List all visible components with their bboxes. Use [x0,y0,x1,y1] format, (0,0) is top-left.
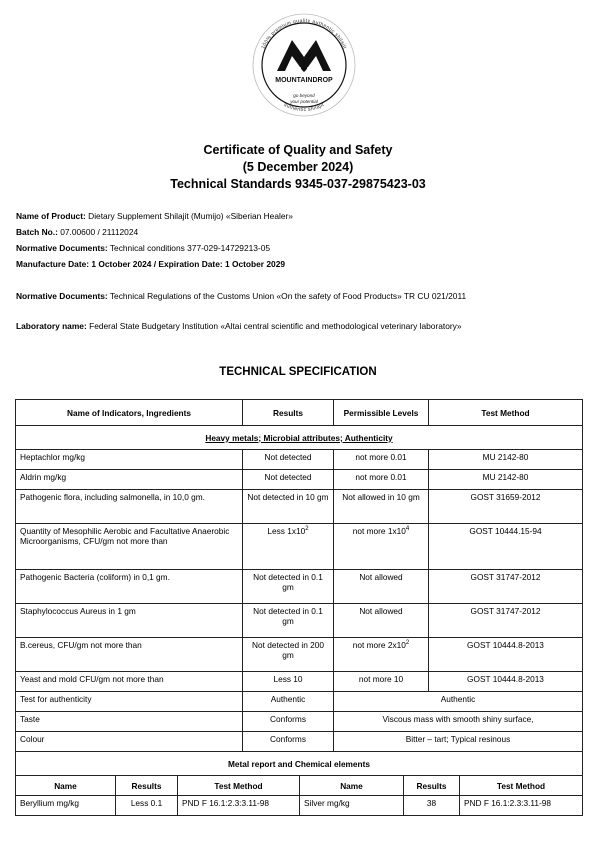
row-result: Authentic [243,692,334,712]
row-level: not more 0.01 [334,470,429,490]
section-row [16,752,583,776]
row-value: Bitter – tart; Typical resinous [334,732,583,752]
header-levels: Permissible Levels [334,400,429,426]
section-1-title: Heavy metals; Microbial attributes; Authenticity [205,432,393,443]
row-value: Authentic [334,692,583,712]
metal-method: PND F 16.1:2.3:3.11-98 [460,796,583,816]
laboratory-label: Laboratory name: [16,321,87,331]
table-row [16,672,583,692]
table-row [16,604,583,638]
normative-docs-label: Normative Documents: [16,243,108,253]
logo-slogan-2: your potential [290,99,318,104]
row-name: Quantity of Mesophilic Aerobic and Facultative Anaerobic Microorganisms, CFU/gm not more than [16,524,243,570]
row-name: Colour [16,732,243,752]
laboratory-line [16,318,462,334]
row-method: GOST 31747-2012 [429,604,583,638]
batch-label: Batch No.: [16,227,58,237]
row-method: GOST 10444.15-94 [429,524,583,570]
row-name: Aldrin mg/kg [16,470,243,490]
row-result: Not detected in 200 gm [243,638,334,672]
row-name: Pathogenic flora, including salmonella, in 10,0 gm. [16,490,243,524]
certificate-title-block [0,142,596,193]
header-method: Test Method [429,400,583,426]
metal-header-results: Results [404,776,460,796]
table-row [16,490,583,524]
dates-line [16,256,293,272]
header-results: Results [243,400,334,426]
metal-name: Silver mg/kg [300,796,404,816]
normative-docs-2-label: Normative Documents: [16,291,108,301]
section-row [16,426,583,450]
metal-name: Beryllium mg/kg [16,796,116,816]
metal-header-row [16,776,583,796]
certificate-title: Certificate of Quality and Safety [203,143,393,157]
normative-docs-2-value: Technical Regulations of the Customs Union «On the safety of Food Products» TR CU 021/2011 [107,291,467,301]
metal-row [16,796,583,816]
row-method: GOST 31659-2012 [429,490,583,524]
product-label: Name of Product: [16,211,86,221]
row-level: not more 10 [334,672,429,692]
table-row [16,732,583,752]
metal-header-name: Name [16,776,116,796]
row-level: Not allowed [334,604,429,638]
row-name: Pathogenic Bacteria (coliform) in 0,1 gm. [16,570,243,604]
row-name: B.cereus, CFU/gm not more than [16,638,243,672]
row-method: MU 2142-80 [429,450,583,470]
normative-docs-value: Technical conditions 377-029-14729213-05 [107,243,271,253]
logo-slogan-1: go beyond [293,93,315,98]
metal-header-method: Test Method [460,776,583,796]
row-method: GOST 10444.8-2013 [429,638,583,672]
dates-label: Manufacture Date: 1 October 2024 / Expiration Date: 1 October 2029 [16,259,286,269]
metal-method: PND F 16.1:2.3:3.11-98 [178,796,300,816]
table-row [16,524,583,570]
batch-line [16,224,293,240]
table-row [16,692,583,712]
svg-text:100% premium quality authentic [260,18,347,50]
row-method: GOST 10444.8-2013 [429,672,583,692]
technical-standards: Technical Standards 9345-037-29875423-03 [170,177,426,191]
row-result: Not detected [243,470,334,490]
row-name: Staphylococcus Aureus in 1 gm [16,604,243,638]
product-name-line [16,208,293,224]
header-name: Name of Indicators, Ingredients [16,400,243,426]
metal-header-results: Results [116,776,178,796]
metal-header-name: Name [300,776,404,796]
row-method: GOST 31747-2012 [429,570,583,604]
row-level: Not allowed [334,570,429,604]
section-2-title: Metal report and Chemical elements [16,752,583,776]
product-value: Dietary Supplement Shilajit (Mumijo) «Siberian Healer» [85,211,293,221]
row-name: Test for authenticity [16,692,243,712]
batch-value: 07.00600 / 21112024 [57,227,139,237]
row-result: Not detected in 0.1 gm [243,570,334,604]
table-row [16,570,583,604]
laboratory-value: Federal State Budgetary Institution «Altai central scientific and methodological veterinary laboratory» [86,321,462,331]
metal-table [15,775,583,816]
normative-docs-2-line [16,288,466,304]
row-result: Not detected [243,450,334,470]
metal-header-method: Test Method [178,776,300,796]
metal-result: Less 0.1 [116,796,178,816]
table-row [16,712,583,732]
row-level: not more 0.01 [334,450,429,470]
table-row [16,470,583,490]
row-method: MU 2142-80 [429,470,583,490]
row-result: Less 10 [243,672,334,692]
table-row [16,450,583,470]
row-result: Conforms [243,712,334,732]
logo-brand-name: MOUNTAINDROP [275,77,333,84]
row-level: not more $2x10^2$ [334,638,429,672]
row-result: Conforms [243,732,334,752]
row-name: Taste [16,712,243,732]
row-value: Viscous mass with smooth shiny surface, [334,712,583,732]
row-name: Yeast and mold CFU/gm not more than [16,672,243,692]
normative-docs-line [16,240,293,256]
metal-result: 38 [404,796,460,816]
logo-ring-text-top: 100% premium quality authentic shilajit [260,18,348,50]
spec-table [15,399,583,776]
mountain-icon [277,40,331,72]
row-result: Less $1x10^2$ [243,524,334,570]
spec-title: TECHNICAL SPECIFICATION [219,366,377,378]
row-level: Not allowed in 10 gm [334,490,429,524]
certificate-date: (5 December 2024) [242,160,354,174]
brand-logo [249,10,359,120]
logo-ring-text-bottom: authentic shilajit [282,102,326,114]
row-result: Not detected in 10 gm [243,490,334,524]
product-info-block [16,208,293,272]
row-name: Heptachlor mg/kg [16,450,243,470]
row-level: not more $1x10^4$ [334,524,429,570]
table-row [16,638,583,672]
row-result: Not detected in 0.1 gm [243,604,334,638]
spec-header-row [16,400,583,426]
